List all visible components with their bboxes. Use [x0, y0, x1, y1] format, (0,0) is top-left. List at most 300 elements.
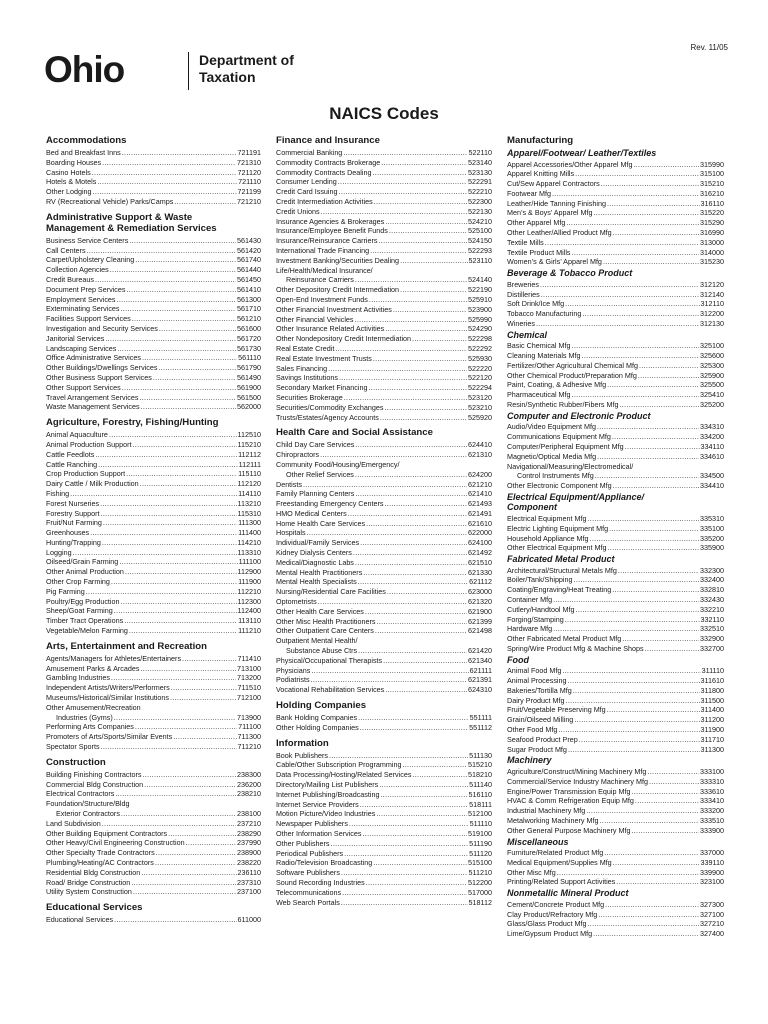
industry-name: Amusement Parks & Arcades [46, 663, 140, 673]
list-item [276, 558, 492, 568]
naics-code: 113310 [237, 547, 261, 557]
list-item [507, 169, 724, 179]
dot-leader [339, 187, 467, 197]
industry-name: Timber Tract Operations [46, 616, 124, 626]
dot-leader [575, 169, 699, 179]
industry-name: Optometrists [276, 597, 317, 607]
dot-leader [639, 361, 699, 371]
naics-code: 621410 [468, 489, 492, 499]
list-item [46, 450, 261, 460]
list-item [46, 246, 261, 256]
dot-leader [572, 390, 700, 400]
dot-leader [86, 587, 237, 597]
industry-name: Open-End Investment Funds [276, 294, 368, 304]
industry-name: Home Health Care Services [276, 518, 366, 528]
list-item [46, 324, 261, 334]
list-item [507, 248, 724, 258]
list-item [507, 595, 724, 605]
list-item [276, 354, 492, 364]
dot-leader [182, 654, 237, 664]
industry-name: Other Food Mfg [507, 725, 558, 735]
list-item [507, 442, 724, 452]
subsection-title: Beverage & Tobacco Product [507, 268, 633, 279]
industry-name: Footwear Mfg [507, 188, 551, 198]
list-item [46, 255, 261, 265]
naics-code: 561600 [237, 323, 261, 333]
naics-code: 327400 [700, 929, 724, 939]
dot-leader [594, 208, 700, 218]
dot-leader [540, 280, 699, 290]
dot-leader [616, 877, 699, 887]
list-item [46, 363, 261, 373]
list-item [276, 168, 492, 178]
dot-leader [381, 790, 468, 800]
list-item [46, 626, 261, 636]
dot-leader [355, 558, 467, 568]
list-item [276, 236, 492, 246]
industry-name: Other Support Services [46, 382, 121, 392]
industry-name: Crop Production Support [46, 469, 126, 479]
list-item [276, 197, 492, 207]
dot-leader [131, 878, 236, 888]
list-item [276, 246, 492, 256]
dot-leader [140, 664, 236, 674]
industry-name: Book Publishers [276, 750, 328, 760]
industry-name: Plumbing/Heating/AC Contractors [46, 858, 154, 867]
list-item [507, 624, 724, 634]
industry-name: Cattle Ranching [46, 459, 98, 469]
industry-name: Animal Production Support [46, 439, 132, 449]
naics-code: 522291 [468, 177, 492, 187]
industry-name: Pharmaceutical Mfg [507, 390, 571, 400]
industry-name: Hardware Mfg [507, 624, 553, 634]
industry-name: Building Finishing Contractors [46, 769, 142, 779]
list-item [276, 148, 492, 158]
dot-leader [607, 705, 700, 715]
subsection-title: Food [507, 654, 529, 665]
naics-code: 316110 [700, 198, 724, 208]
list-item [507, 666, 724, 676]
list-item [276, 548, 492, 558]
dot-leader [342, 888, 467, 898]
industry-name: Clay Product/Refractory Mfg [507, 909, 598, 919]
industry-name: Poultry/Egg Production [46, 596, 120, 606]
list-item [46, 557, 261, 567]
naics-code: 337000 [700, 848, 724, 858]
naics-code: 334110 [700, 441, 724, 451]
industry-name: Other General Purpose Machinery Mfg [507, 825, 631, 835]
list-item [276, 364, 492, 374]
industry-name: Internet Publishing/Broadcasting [276, 789, 380, 799]
industry-name: Museums/Historical/Similar Institutions [46, 693, 170, 703]
naics-code: 112111 [238, 459, 261, 469]
industry-name: Dairy Product Mfg [507, 695, 565, 705]
industry-name: Pig Farming [46, 586, 85, 596]
industry-name: Bank Holding Companies [276, 713, 358, 723]
industry-name: Other Specialty Trade Contractors [46, 848, 155, 858]
list-item [276, 819, 492, 829]
industry-name: Motion Picture/Video Industries [276, 809, 376, 819]
naics-code: 115110 [238, 469, 261, 479]
naics-code: 112300 [237, 596, 261, 606]
list-item [507, 160, 724, 170]
naics-code: 551112 [469, 722, 492, 732]
dot-leader [339, 373, 467, 383]
dot-leader [335, 344, 467, 354]
industry-name: Basic Chemical Mfg [507, 341, 571, 351]
industry-name: Forging/Stamping [507, 614, 564, 624]
dot-leader [557, 868, 699, 878]
dot-leader [125, 567, 237, 577]
dot-leader [576, 605, 700, 615]
dot-leader [349, 819, 469, 829]
list-item [507, 380, 724, 390]
naics-code: 561740 [237, 255, 261, 265]
list-item [46, 528, 261, 538]
industry-name: Credit Bureaus [46, 274, 94, 284]
dot-leader [132, 314, 236, 324]
dot-leader [631, 826, 699, 836]
industry-name: Agents/Managers for Athletes/Entertainers [46, 653, 182, 663]
naics-code: 315230 [700, 257, 724, 267]
industry-name: Telecommunications [276, 887, 342, 897]
section [46, 902, 261, 925]
list-item [276, 839, 492, 849]
industry-name: Radio/Television Broadcasting [276, 858, 373, 868]
naics-code: 323100 [700, 877, 724, 887]
section [276, 738, 492, 908]
list-item [507, 787, 724, 797]
list-item [46, 373, 261, 383]
naics-code: 522130 [468, 206, 492, 216]
industry-name: Credit Intermediation Activities [276, 196, 373, 206]
naics-code: 325410 [700, 390, 724, 400]
industry-name: Audio/Video Equipment Mfg [507, 422, 596, 432]
industry-name: Commercial/Service Industry Machinery Mfg [507, 776, 648, 786]
naics-code: 621210 [468, 479, 492, 489]
industry-name: Collection Agencies [46, 265, 109, 275]
naics-code: 511110 [469, 819, 492, 829]
industry-name: Trusts/Estates/Agency Accounts [276, 412, 379, 422]
naics-code: 112510 [237, 430, 261, 440]
industry-name: Other Health Care Services [276, 606, 364, 616]
naics-code: 621340 [468, 655, 492, 665]
industry-name: Spring/Wire Product Mfg & Machine Shops [507, 643, 644, 653]
dot-leader [593, 929, 699, 939]
dot-leader [369, 383, 468, 393]
list-item [46, 548, 261, 558]
dot-leader [633, 160, 699, 170]
naics-code: 523140 [468, 157, 492, 167]
list-item [507, 452, 724, 462]
list-item [46, 809, 261, 819]
naics-code: 325200 [700, 400, 724, 410]
list-item [276, 460, 492, 470]
list-item [507, 806, 724, 816]
industry-name: Animal Aquaculture [46, 430, 108, 440]
industry-name: Wineries [507, 318, 535, 328]
list-item [46, 577, 261, 587]
industry-name: Furniture/Related Product Mfg [507, 848, 604, 858]
naics-code: 711300 [237, 732, 261, 742]
dot-leader [142, 770, 236, 780]
dot-leader [572, 248, 700, 258]
dot-leader [376, 809, 467, 819]
naics-code: 525100 [468, 226, 492, 236]
naics-code: 522298 [468, 334, 492, 344]
list-item [507, 514, 724, 524]
industry-name: Other Animal Production [46, 567, 124, 577]
dot-leader [159, 324, 236, 334]
list-item [46, 314, 261, 324]
naics-code: 522190 [468, 285, 492, 295]
dot-leader [102, 538, 237, 548]
industry-name: Commercial Bldg Construction [46, 779, 144, 789]
naics-code: 512200 [468, 877, 492, 887]
list-item [46, 469, 261, 479]
industry-name: Coating/Engraving/Heat Treating [507, 585, 612, 595]
dot-leader [604, 848, 699, 858]
naics-code: 333200 [700, 806, 724, 816]
list-item [46, 489, 261, 499]
list-item [507, 767, 724, 777]
naics-code: 115210 [237, 439, 261, 449]
industry-name: Bed and Breakfast Inns [46, 148, 121, 157]
industry-name: Secondary Market Financing [276, 383, 368, 393]
dot-leader [119, 557, 237, 567]
dot-leader [625, 442, 700, 452]
naics-code: 621492 [468, 548, 492, 558]
revision-label: Rev. 11/05 [690, 43, 728, 52]
industry-name: Kidney Dialysis Centers [276, 548, 352, 558]
naics-code: 114110 [238, 488, 261, 498]
dot-leader [142, 353, 237, 363]
dot-leader [369, 295, 467, 305]
list-item [507, 826, 724, 836]
industry-name: Greenhouses [46, 528, 90, 538]
naics-code: 333510 [700, 815, 724, 825]
list-item [507, 777, 724, 787]
list-item [276, 800, 492, 810]
naics-code: 621498 [468, 626, 492, 636]
list-item [507, 524, 724, 534]
list-item [276, 305, 492, 315]
list-item [276, 499, 492, 509]
list-item [507, 705, 724, 715]
dot-leader [318, 597, 467, 607]
list-item [507, 290, 724, 300]
naics-code: 311800 [700, 685, 724, 695]
naics-code: 311500 [700, 695, 724, 705]
industry-name: Control Instruments Mfg [517, 471, 594, 481]
list-item [46, 177, 261, 187]
naics-code: 522294 [468, 383, 492, 393]
dot-leader [618, 566, 699, 576]
dot-leader [98, 460, 237, 470]
dot-leader [353, 548, 467, 558]
list-item [507, 481, 724, 491]
section-title: Construction [46, 756, 106, 768]
list-item [46, 158, 261, 168]
list-item [276, 440, 492, 450]
industry-name: Dairy Cattle / Milk Production [46, 479, 139, 489]
naics-code: 561500 [237, 392, 261, 402]
industry-name: Casino Hotels [46, 167, 91, 177]
list-item [507, 910, 724, 920]
list-item [46, 479, 261, 489]
naics-code: 621900 [468, 606, 492, 616]
list-item [276, 888, 492, 898]
naics-code: 311710 [700, 734, 724, 744]
list-item [507, 179, 724, 189]
list-item [507, 238, 724, 248]
naics-code: 522300 [468, 196, 492, 206]
naics-code: 516110 [468, 789, 492, 799]
industry-name: Cutlery/Handtool Mfg [507, 604, 575, 614]
industry-name: Bakeries/Tortilla Mfg [507, 685, 572, 695]
list-item [276, 373, 492, 383]
dot-leader [590, 534, 700, 544]
dot-leader [562, 666, 700, 676]
industry-name: Promoters of Arts/Sports/Similar Events [46, 732, 173, 742]
industry-name: Sound Recording Industries [276, 877, 365, 887]
dot-leader [174, 197, 236, 207]
naics-code: 561490 [237, 372, 261, 382]
list-item [46, 915, 261, 925]
industry-name: Cut/Sew Apparel Contractors [507, 179, 600, 189]
list-item [276, 656, 492, 666]
subsection-title: Apparel/Footwear/ Leather/Textiles [507, 148, 657, 158]
list-item [507, 796, 724, 806]
dot-leader [329, 751, 468, 761]
dot-leader [124, 616, 237, 626]
industry-name: Other Misc Health Practitioners [276, 616, 376, 626]
dot-leader [393, 305, 467, 315]
subsection-title: Miscellaneous [507, 836, 569, 847]
industry-name: Nursing/Residential Care Facilities [276, 587, 386, 597]
dot-leader [586, 806, 699, 816]
naics-code: 621391 [468, 675, 492, 685]
naics-code: 315990 [700, 159, 724, 169]
naics-code: 325100 [700, 341, 724, 351]
industry-name: Other Misc Mfg [507, 867, 556, 877]
dot-leader [400, 256, 467, 266]
naics-code: 524210 [468, 216, 492, 226]
list-item [276, 568, 492, 578]
naics-code: 523900 [468, 304, 492, 314]
naics-code: 311400 [700, 705, 724, 715]
list-item [46, 295, 261, 305]
list-item [46, 275, 261, 285]
list-item [507, 390, 724, 400]
naics-code: 238210 [237, 789, 261, 799]
list-item [46, 742, 261, 752]
list-item [276, 315, 492, 325]
naics-code: 551111 [469, 713, 492, 723]
industry-name: Sugar Product Mfg [507, 744, 567, 754]
industry-name: Cable/Other Subscription Programming [276, 760, 402, 770]
dot-leader [141, 402, 236, 412]
dot-leader [173, 732, 236, 742]
dot-leader [186, 838, 236, 848]
naics-code: 327300 [700, 899, 724, 909]
industry-name: Agriculture/Construct/Mining Machinery Mfg [507, 766, 647, 776]
list-item [46, 770, 261, 780]
industry-name: Other Heavy/Civil Engineering Construction [46, 838, 185, 848]
naics-code: 524140 [468, 275, 492, 285]
list-item [276, 489, 492, 499]
industry-name: Family Planning Centers [276, 489, 355, 499]
naics-code: 333900 [700, 825, 724, 835]
list-item [276, 607, 492, 617]
naics-code: 561900 [237, 382, 261, 392]
dot-leader [541, 290, 699, 300]
industry-name: Hospitals [276, 528, 306, 538]
naics-code: 332900 [700, 634, 724, 644]
dot-leader [552, 189, 699, 199]
list-item [276, 393, 492, 403]
naics-code: 522120 [468, 373, 492, 383]
dot-leader [385, 217, 467, 227]
subsection-title: Computer and Electronic Product [507, 410, 651, 421]
naics-code: 621399 [468, 616, 492, 626]
naics-code: 315100 [700, 169, 724, 179]
dot-leader [358, 646, 467, 656]
dot-leader [373, 858, 467, 868]
industry-name: Vegetable/Melon Farming [46, 626, 128, 636]
naics-code: 332700 [700, 643, 724, 653]
list-item [46, 518, 261, 528]
list-item [46, 597, 261, 607]
naics-code: 621491 [468, 508, 492, 518]
naics-code: 325600 [700, 351, 724, 361]
dot-leader [613, 858, 700, 868]
industry-name: Glass/Glass Product Mfg [507, 919, 587, 929]
list-item [507, 745, 724, 755]
list-item [507, 351, 724, 361]
page-title: NAICS Codes [329, 104, 439, 123]
list-item [46, 887, 261, 897]
naics-code: 111900 [238, 577, 261, 587]
naics-code: 325300 [700, 360, 724, 370]
industry-name: HMO Medical Centers [276, 508, 347, 518]
naics-code: 339110 [700, 857, 724, 867]
naics-code: 511130 [469, 750, 492, 760]
naics-code: 111400 [238, 528, 261, 538]
list-item [276, 780, 492, 790]
dot-leader [133, 887, 236, 897]
list-item [507, 676, 724, 686]
dot-leader [92, 168, 237, 178]
industry-name: Forestry Support [46, 508, 100, 518]
dot-leader [87, 246, 236, 256]
list-item [507, 585, 724, 595]
dot-leader [109, 430, 237, 440]
industry-name: Other Relief Services [286, 469, 354, 479]
industry-name: Utility System Construction [46, 887, 132, 897]
industry-name: Chiropractors [276, 450, 320, 460]
dot-leader [170, 693, 236, 703]
list-item [507, 432, 724, 442]
naics-code: 621320 [468, 597, 492, 607]
list-item [507, 309, 724, 319]
dot-leader [360, 538, 467, 548]
naics-code: 721120 [237, 167, 261, 177]
industry-name: Other Buildings/Dwellings Services [46, 363, 158, 373]
naics-code: 315210 [700, 179, 724, 189]
list-item [276, 685, 492, 695]
dot-leader [412, 770, 467, 780]
